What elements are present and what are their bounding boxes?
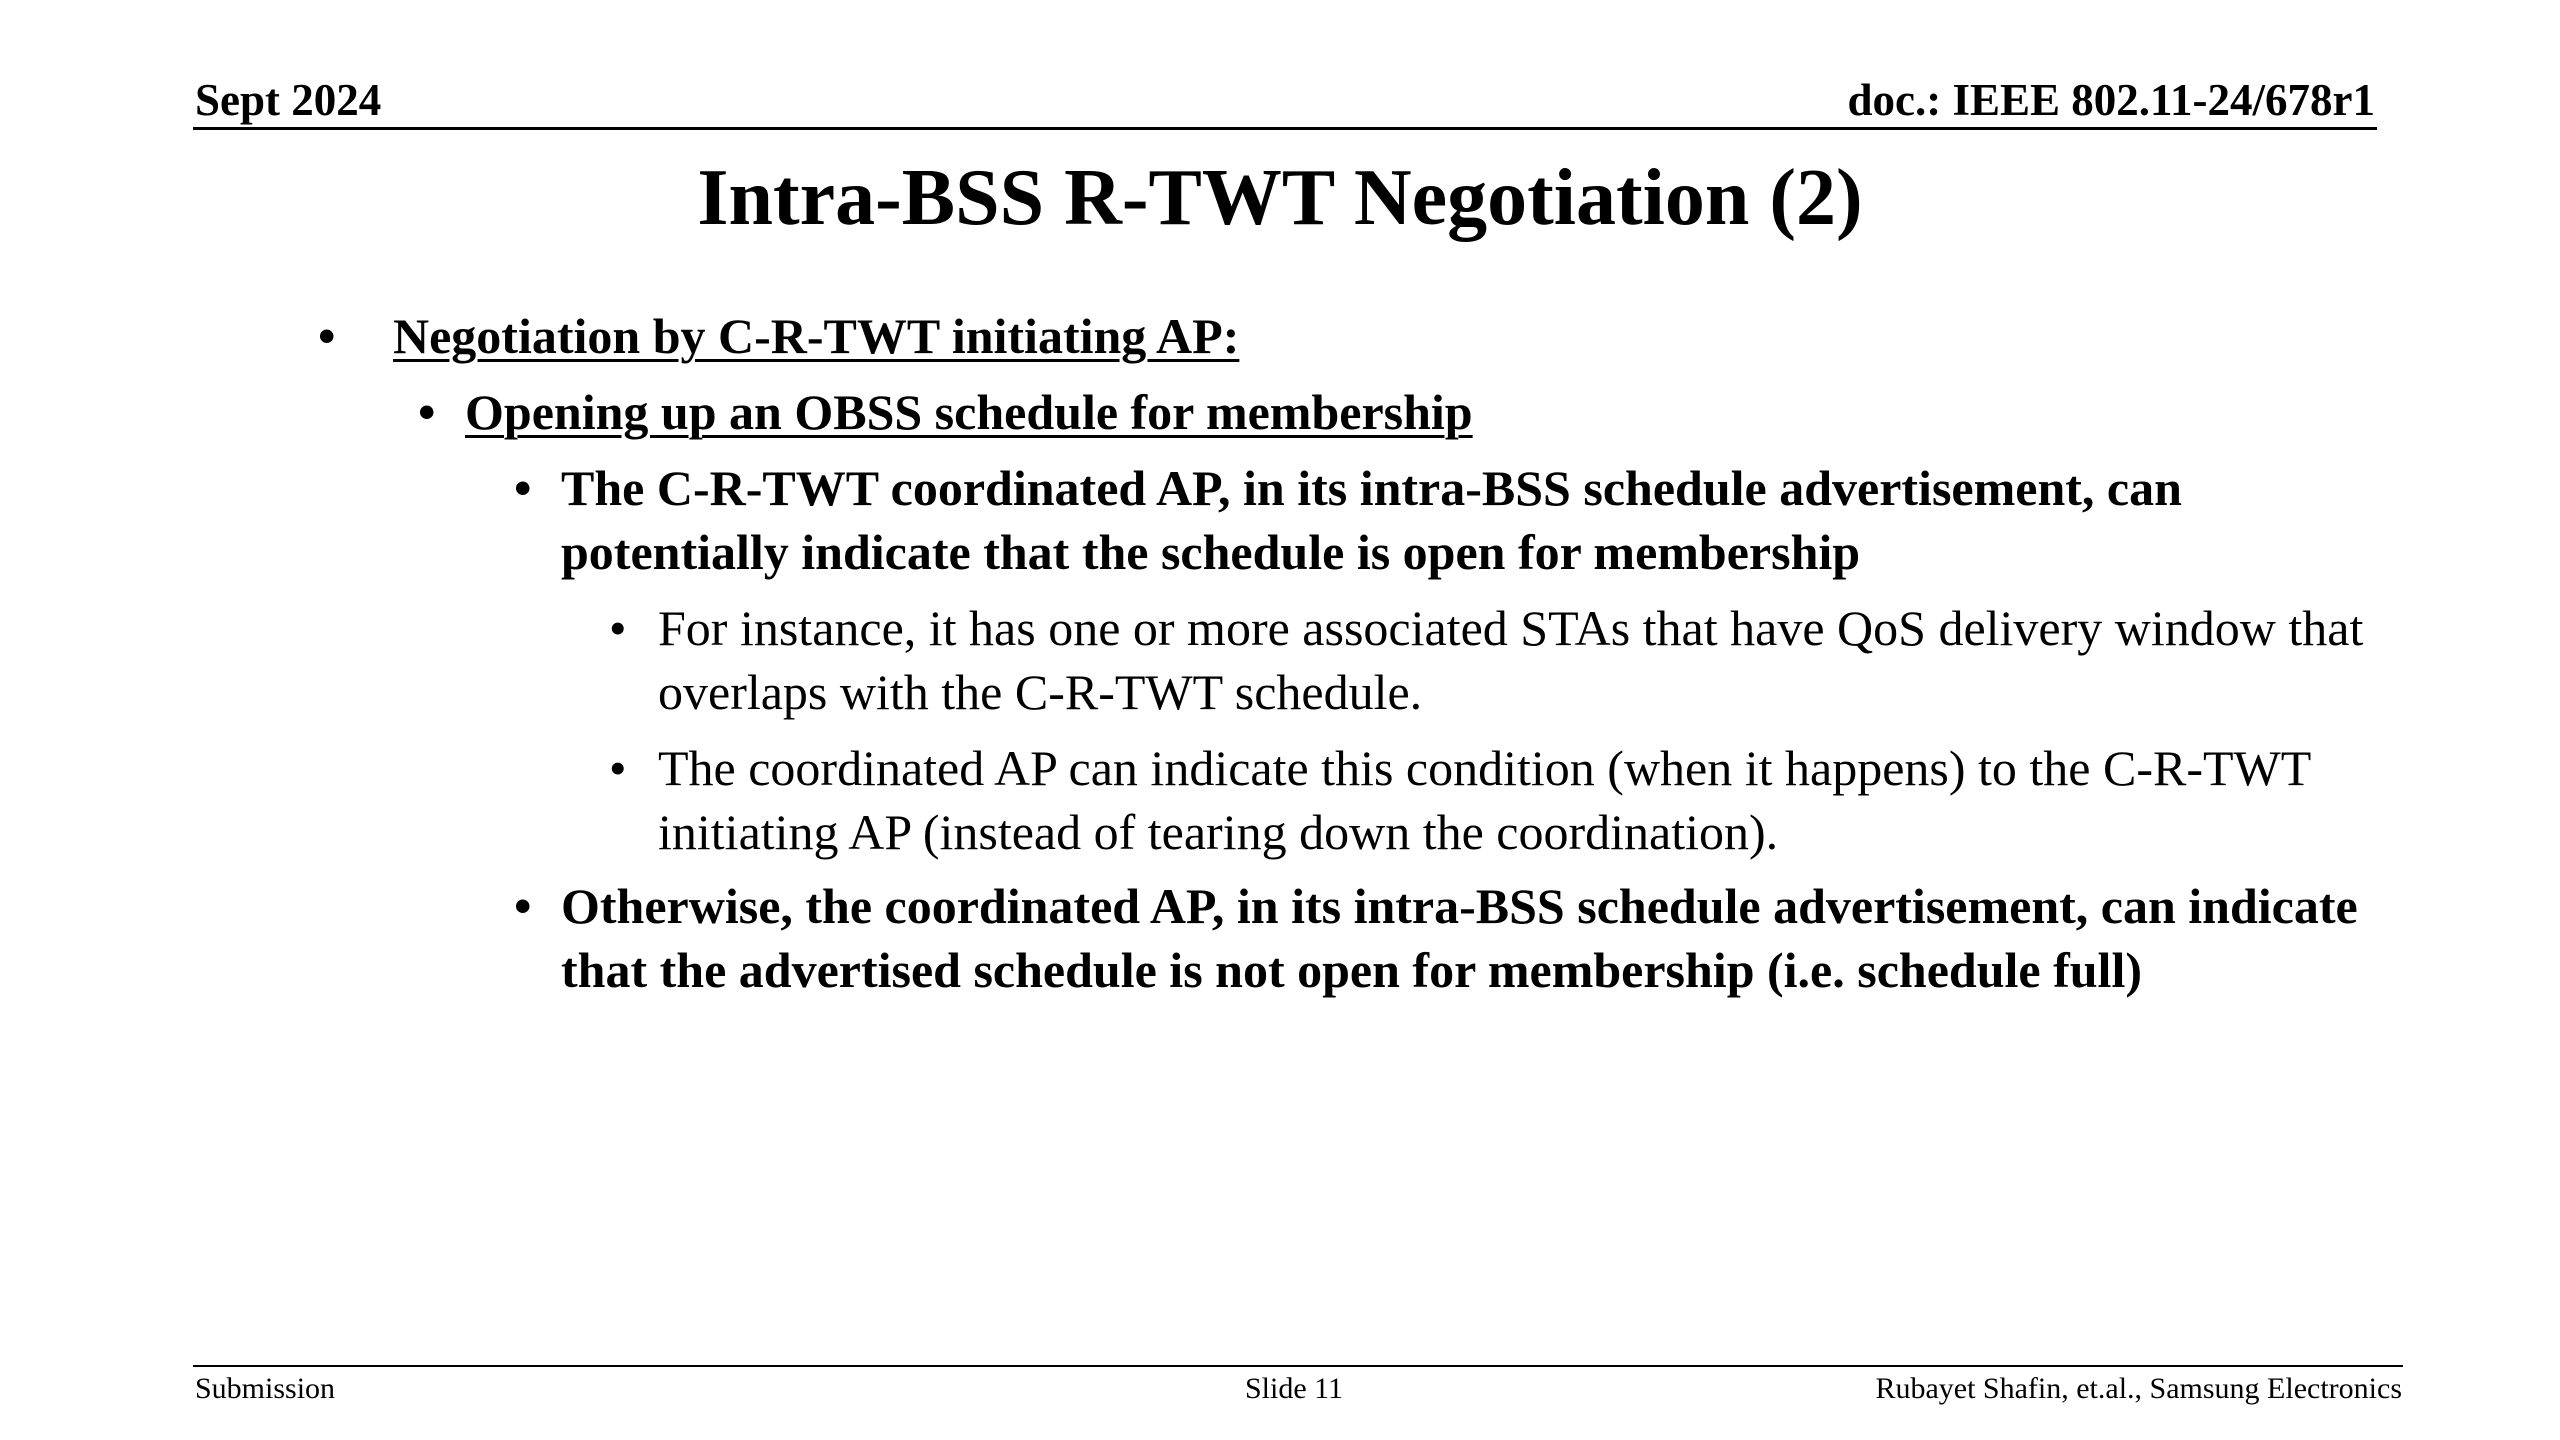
footer-slide-number: Slide 11 <box>1245 1372 1344 1405</box>
header-divider <box>193 127 2377 130</box>
bullet-level4-condition <box>609 736 2418 864</box>
bullet-level1 <box>318 304 1240 368</box>
bullet-dot: • <box>609 740 627 796</box>
bullet-level4-instance <box>609 596 2418 724</box>
footer-author: Rubayet Shafin, et.al., Samsung Electronics <box>1875 1372 2402 1405</box>
bullet-dot: • <box>514 878 532 934</box>
bullet-level3-open-membership <box>514 456 2411 584</box>
slide-title: Intra-BSS R-TWT Negotiation (2) <box>697 154 1863 242</box>
bullet-text: The C-R-TWT coordinated AP, in its intra-BSS schedule advertisement, can potentially indicate that the schedule is open for membership <box>561 460 2182 580</box>
bullet-level2 <box>418 380 1473 444</box>
bullet-text: For instance, it has one or more associated STAs that have QoS delivery window that overlaps with the C-R-TWT schedule. <box>658 600 2364 720</box>
bullet-dot: • <box>318 308 336 364</box>
bullet-dot: • <box>418 384 436 440</box>
footer-divider <box>193 1365 2403 1367</box>
bullet-level3-not-open <box>514 874 2411 1002</box>
header-doc-id: doc.: IEEE 802.11-24/678r1 <box>1847 75 2375 125</box>
bullet-dot: • <box>514 460 532 516</box>
bullet-text: Otherwise, the coordinated AP, in its intra-BSS schedule advertisement, can indicate that the advertised schedule is not open for membership (i.e. schedule full) <box>561 878 2358 998</box>
header-date: Sept 2024 <box>195 75 382 125</box>
footer-submission: Submission <box>195 1372 336 1405</box>
bullet-text: Opening up an OBSS schedule for membership <box>465 384 1473 440</box>
bullet-text: The coordinated AP can indicate this condition (when it happens) to the C-R-TWT initiating AP (instead of tearing down the coordination). <box>658 740 2311 860</box>
bullet-dot: • <box>609 600 627 656</box>
bullet-text: Negotiation by C-R-TWT initiating AP: <box>393 308 1240 364</box>
